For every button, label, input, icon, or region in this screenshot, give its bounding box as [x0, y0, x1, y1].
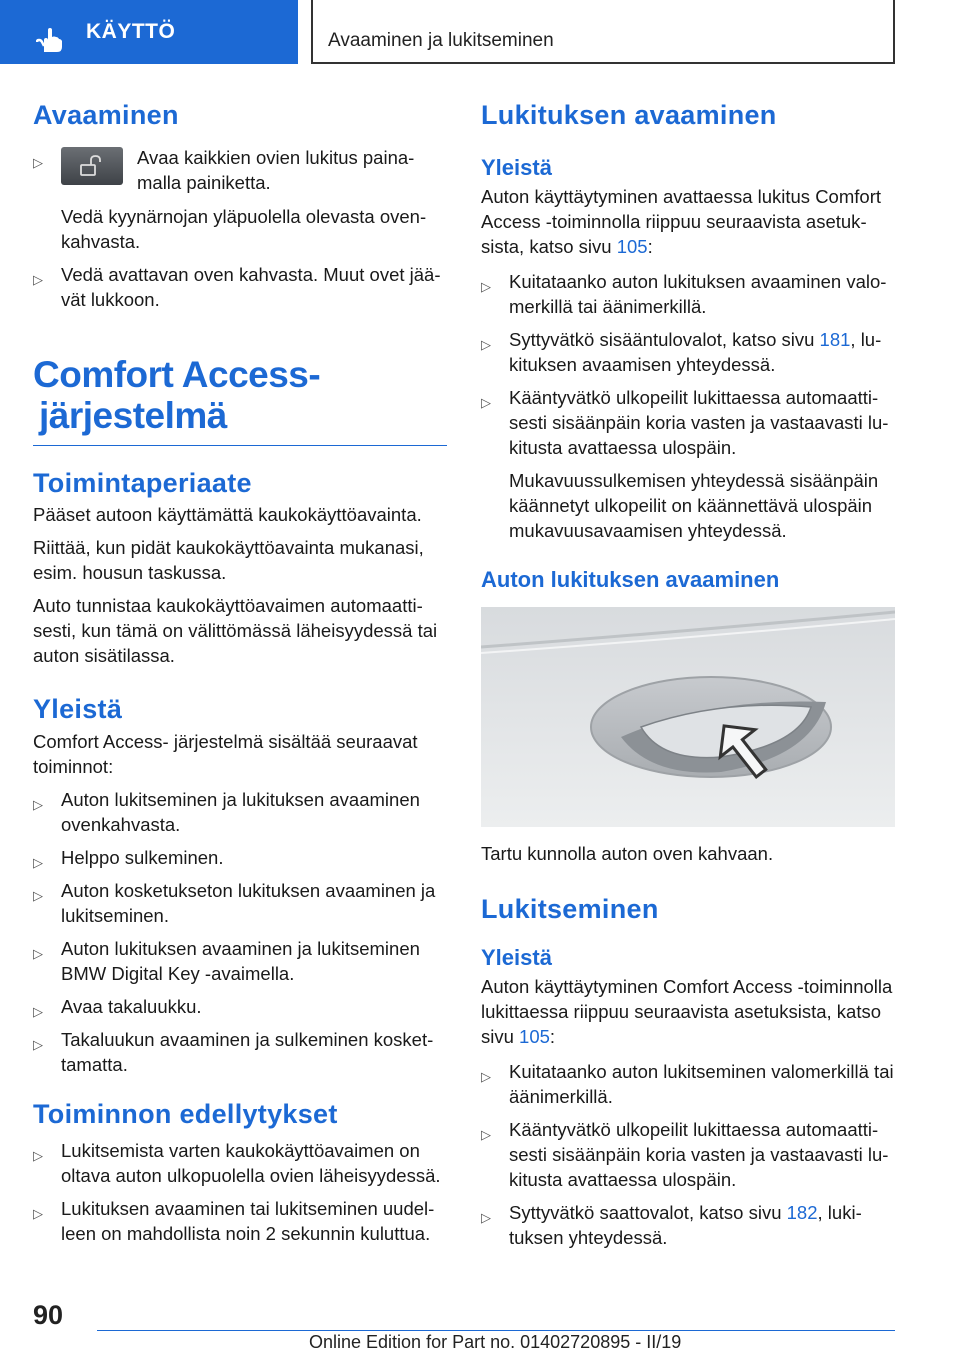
text: : — [549, 1026, 556, 1047]
requirements-list — [33, 1138, 447, 1246]
page-number: 90 — [33, 1300, 64, 1330]
list-item — [33, 262, 447, 312]
list-item-text: Kuitataanko auton lukituksen avaaminen valomerkillä tai äänimerkillä. — [509, 271, 887, 317]
subheading-yleista: Yleistä — [481, 155, 552, 180]
bullet-triangle-icon: ▷ — [33, 1206, 43, 1221]
list-item — [33, 878, 447, 928]
left-column — [33, 100, 447, 1246]
footer-rule — [97, 1330, 895, 1331]
list-item — [481, 327, 895, 377]
bullet-triangle-icon: ▷ — [33, 797, 43, 812]
unlock-button-icon — [61, 147, 123, 185]
list-item-subtext: Vedä kyynärnojan yläpuolella olevasta ovenkahvasta. — [61, 206, 427, 252]
page-link[interactable]: 105 — [616, 236, 648, 257]
list-item-text: Kuitataanko auton lukitseminen valomerkillä tai äänimerkillä. — [509, 1061, 894, 1107]
bullet-triangle-icon: ▷ — [481, 1210, 491, 1225]
bullet-triangle-icon: ▷ — [33, 1004, 43, 1019]
section-title: Avaaminen ja lukitseminen — [328, 30, 554, 51]
paragraph: Pääset autoon käyttämättä kaukokäyttöavainta. — [33, 504, 422, 525]
list-item — [481, 385, 895, 543]
heading-lukitseminen: Lukitseminen — [481, 894, 659, 924]
bullet-triangle-icon: ▷ — [481, 337, 491, 352]
heading-toimintaperiaate: Toimintaperiaate — [33, 468, 252, 498]
paragraph: Comfort Access- järjestelmä sisältää seuraavat toiminnot: — [33, 731, 418, 777]
list-item-text: Avaa takaluukku. — [61, 996, 202, 1017]
bullet-triangle-icon: ▷ — [33, 155, 43, 170]
heading-line: Comfort Access- — [33, 354, 321, 395]
heading-line: järjestelmä — [39, 395, 227, 436]
list-item — [481, 1059, 895, 1109]
bullet-triangle-icon: ▷ — [481, 1127, 491, 1142]
chapter-label: KÄYTTÖ — [86, 20, 176, 43]
heading-lukituksen-avaaminen: Lukituksen avaaminen — [481, 100, 777, 130]
list-item — [481, 269, 895, 319]
image-caption: Tartu kunnolla auton oven kahvaan. — [481, 843, 774, 864]
list-item-text: Takaluukun avaaminen ja sulkeminen koskettamatta. — [61, 1029, 434, 1075]
text: : — [647, 236, 653, 257]
list-item — [481, 1117, 895, 1192]
bullet-triangle-icon: ▷ — [33, 888, 43, 903]
page-link[interactable]: 105 — [519, 1026, 550, 1047]
door-handle-image — [481, 607, 895, 827]
list-item-text: Vedä avattavan oven kahvasta. Muut ovet jäävät lukkoon. — [61, 264, 441, 310]
heading-yleista: Yleistä — [33, 694, 123, 724]
list-item-text: Syttyvätkö saattovalot, katso sivu — [509, 1202, 787, 1223]
text: Auton käyttäytyminen avattaessa lukitus Comfort Access -toiminnolla riippuu seuraavista asetuksista, katso sivu — [481, 186, 881, 257]
hand-pointer-icon — [36, 26, 64, 54]
list-item-text: Auton kosketukseton lukituksen avaaminen ja lukitseminen. — [61, 880, 436, 926]
list-item — [33, 145, 447, 254]
list-item-text: Auton lukitseminen ja lukituksen avaaminen ovenkahvasta. — [61, 789, 420, 835]
list-item — [33, 787, 447, 837]
bullet-triangle-icon: ▷ — [33, 1037, 43, 1052]
list-item — [33, 936, 447, 986]
list-item-text: Syttyvätkö sisääntulovalot, katso sivu — [509, 329, 820, 350]
list-item-text: Avaa kaikkien ovien lukitus painamalla painiketta. — [137, 147, 415, 193]
list-item — [33, 1138, 447, 1188]
paragraph: Riittää, kun pidät kaukokäyttöavainta mukanasi, esim. housun taskussa. — [33, 537, 424, 583]
bullet-triangle-icon: ▷ — [481, 395, 491, 410]
list-item-text: Lukituksen avaaminen tai lukitseminen uudelleen on mahdollista noin 2 sekunnin kuluttua. — [61, 1198, 435, 1244]
heading-comfort-access — [33, 354, 447, 436]
list-item-text: , lukituksen avaamisen yhteydessä. — [509, 329, 882, 375]
heading-edellytykset: Toiminnon edellytykset — [33, 1099, 338, 1129]
bullet-triangle-icon: ▷ — [481, 1069, 491, 1084]
paragraph — [481, 184, 895, 259]
list-item — [33, 1027, 447, 1077]
bullet-triangle-icon: ▷ — [33, 272, 43, 287]
heading-avaaminen: Avaaminen — [33, 100, 179, 130]
list-item — [481, 1200, 895, 1250]
page-link[interactable]: 182 — [786, 1202, 818, 1223]
footer-edition: Online Edition for Part no. 01402720895 - II/19 — [309, 1332, 682, 1352]
paragraph — [481, 974, 895, 1049]
right-column — [481, 100, 895, 1250]
subheading-yleista: Yleistä — [481, 945, 552, 970]
list-item — [33, 1196, 447, 1246]
bullet-triangle-icon: ▷ — [33, 1148, 43, 1163]
paragraph: Auto tunnistaa kaukokäyttöavaimen automaattisesti, kun tämä on välittömässä läheisyydessä tai auton sisätilassa. — [33, 595, 438, 666]
bullet-triangle-icon: ▷ — [481, 279, 491, 294]
subheading-auton-lukituksen-avaaminen: Auton lukituksen avaaminen — [481, 567, 780, 592]
feature-list — [33, 787, 447, 1077]
list-item — [33, 994, 447, 1019]
page-link[interactable]: 181 — [819, 329, 851, 350]
chapter-tab — [0, 0, 298, 64]
list-item-text: Lukitsemista varten kaukokäyttöavaimen on oltava auton ulkopuolella ovien läheisyydessä. — [61, 1140, 441, 1186]
list-item-text: Auton lukituksen avaaminen ja lukitseminen BMW Digital Key -avaimella. — [61, 938, 420, 984]
list-item-text: Helppo sulkeminen. — [61, 847, 224, 868]
text: Auton käyttäytyminen Comfort Access -toiminnolla lukittaessa riippuu seuraavista asetuksista, katso sivu — [481, 976, 893, 1047]
bullet-triangle-icon: ▷ — [33, 946, 43, 961]
list-item-subtext: Mukavuussulkemisen yhteydessä sisäänpäin käännetyt ulkopeilit on käännettävä ulospäin mukavuusavaamisen yhteydessä. — [509, 470, 879, 541]
bullet-triangle-icon: ▷ — [33, 855, 43, 870]
list-item-text: Kääntyvätkö ulkopeilit lukittaessa automaattisesti sisäänpäin koria vasten ja vastaavasti lukitusta avattaessa ulospäin. — [509, 1119, 889, 1190]
list-item-text: , lukituksen yhteydessä. — [509, 1202, 862, 1248]
list-item — [33, 845, 447, 870]
list-item-text: Kääntyvätkö ulkopeilit lukittaessa automaattisesti sisäänpäin koria vasten ja vastaavasti lukitusta avattaessa ulospäin. — [509, 387, 889, 458]
section-header — [311, 0, 895, 64]
